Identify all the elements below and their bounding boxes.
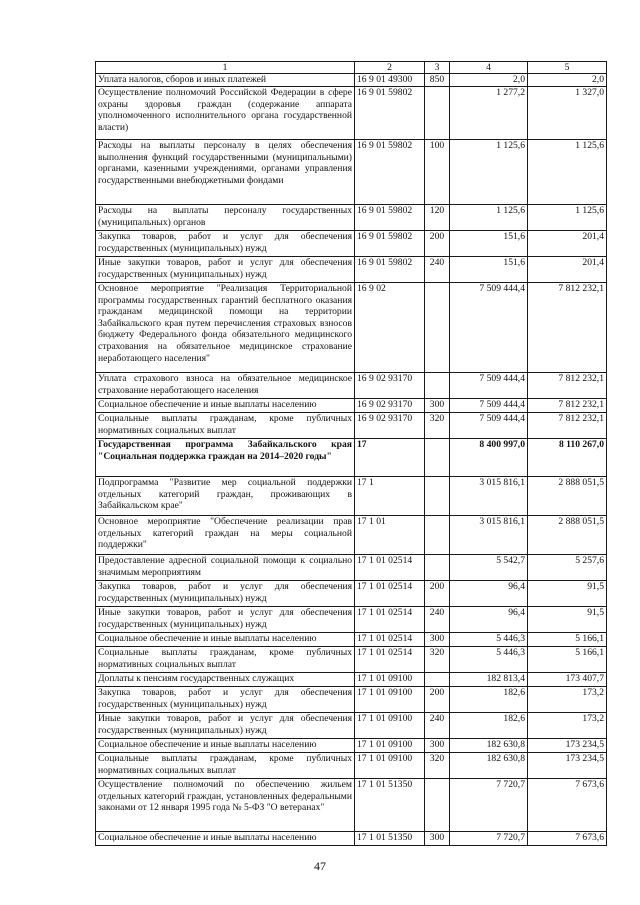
header-cell-5: 5 (528, 62, 607, 74)
row-name: Иные закупки товаров, работ и услуг для обеспечения государственных (муниципальных) нужд (96, 607, 355, 633)
row-name: Предоставление адресной социальной помощи к социально значимым мероприятиям (96, 555, 355, 581)
expense-type-code: 240 (425, 257, 450, 283)
table-row (96, 832, 607, 846)
amount-year-1: 7 720,7 (450, 779, 528, 832)
table-row (96, 607, 607, 633)
target-article-code: 17 1 01 (355, 516, 425, 555)
row-name: Иные закупки товаров, работ и услуг для обеспечения государственных (муниципальных) нужд (96, 713, 355, 739)
target-article-code: 16 9 01 59802 (355, 205, 425, 231)
amount-year-1: 7 509 444,4 (450, 373, 528, 399)
amount-year-1: 96,4 (450, 607, 528, 633)
table-row (96, 633, 607, 647)
amount-year-1: 151,6 (450, 257, 528, 283)
row-name: Государственная программа Забайкальского края "Социальная поддержка граждан на 2014–2020 годы" (96, 439, 355, 477)
amount-year-1: 3 015 816,1 (450, 477, 528, 516)
amount-year-2: 173 234,5 (528, 753, 607, 779)
amount-year-2: 91,5 (528, 581, 607, 607)
row-name: Расходы на выплаты персоналу в целях обеспечения выполнения функций государственными (муниципальными) органами, казенными учреждениями, органами управления государственными внебюджетными фондами (96, 140, 355, 205)
amount-year-2: 7 812 232,1 (528, 413, 607, 439)
expense-type-code (425, 87, 450, 140)
table-row (96, 205, 607, 231)
table-row (96, 231, 607, 257)
amount-year-2: 7 812 232,1 (528, 399, 607, 413)
table-row (96, 581, 607, 607)
amount-year-2: 201,4 (528, 231, 607, 257)
row-name: Социальные выплаты гражданам, кроме публичных нормативных социальных выплат (96, 647, 355, 673)
budget-table (95, 61, 607, 846)
table-row (96, 257, 607, 283)
expense-type-code: 300 (425, 399, 450, 413)
expense-type-code: 850 (425, 74, 450, 87)
target-article-code: 16 9 01 59802 (355, 140, 425, 205)
table-row (96, 87, 607, 140)
target-article-code: 17 1 01 51350 (355, 779, 425, 832)
row-name: Основное мероприятие "Реализация Территориальной программы государственных гарантий бесплатного оказания гражданам медицинской помощи на территории Забайкальского края путем перечисления страховых взносов бюджету Федерального фонда обязательного медицинского страхования на обязательное медицинское страхование неработающего населения" (96, 283, 355, 373)
amount-year-1: 7 509 444,4 (450, 399, 528, 413)
amount-year-1: 7 509 444,4 (450, 283, 528, 373)
amount-year-2: 173,2 (528, 713, 607, 739)
table-row (96, 439, 607, 477)
page-number: 47 (314, 859, 326, 873)
amount-year-2: 1 327,0 (528, 87, 607, 140)
row-name: Доплаты к пенсиям государственных служащих (96, 673, 355, 687)
amount-year-1: 96,4 (450, 581, 528, 607)
expense-type-code (425, 477, 450, 516)
table-row (96, 283, 607, 373)
amount-year-2: 7 812 232,1 (528, 283, 607, 373)
row-name: Социальное обеспечение и иные выплаты населению (96, 399, 355, 413)
amount-year-1: 8 400 997,0 (450, 439, 528, 477)
expense-type-code: 320 (425, 753, 450, 779)
expense-type-code: 300 (425, 832, 450, 846)
table-row (96, 779, 607, 832)
amount-year-1: 1 277,2 (450, 87, 528, 140)
target-article-code: 16 9 02 (355, 283, 425, 373)
amount-year-1: 182,6 (450, 687, 528, 713)
amount-year-2: 1 125,6 (528, 205, 607, 231)
expense-type-code (425, 779, 450, 832)
row-name: Социальное обеспечение и иные выплаты населению (96, 832, 355, 846)
expense-type-code (425, 555, 450, 581)
amount-year-1: 5 542,7 (450, 555, 528, 581)
target-article-code: 17 1 01 02514 (355, 633, 425, 647)
table-row (96, 753, 607, 779)
target-article-code: 17 1 01 02514 (355, 607, 425, 633)
amount-year-1: 182 630,8 (450, 753, 528, 779)
row-name: Иные закупки товаров, работ и услуг для обеспечения государственных (муниципальных) нужд (96, 257, 355, 283)
amount-year-2: 2 888 051,5 (528, 516, 607, 555)
target-article-code: 17 1 01 09100 (355, 713, 425, 739)
target-article-code: 16 9 01 59802 (355, 257, 425, 283)
target-article-code: 16 9 02 93170 (355, 399, 425, 413)
target-article-code: 17 1 01 09100 (355, 753, 425, 779)
row-name: Подпрограмма "Развитие мер социальной поддержки отдельных категорий граждан, проживающих в Забайкальском крае" (96, 477, 355, 516)
expense-type-code (425, 673, 450, 687)
amount-year-2: 5 166,1 (528, 633, 607, 647)
table-row (96, 713, 607, 739)
amount-year-2: 7 812 232,1 (528, 373, 607, 399)
target-article-code: 16 9 01 59802 (355, 87, 425, 140)
amount-year-1: 182,6 (450, 713, 528, 739)
expense-type-code: 300 (425, 633, 450, 647)
row-name: Уплата страхового взноса на обязательное медицинское страхование неработающего населения (96, 373, 355, 399)
table-row (96, 140, 607, 205)
header-cell-1: 1 (96, 62, 355, 74)
row-name: Социальное обеспечение и иные выплаты населению (96, 739, 355, 753)
expense-type-code (425, 439, 450, 477)
expense-type-code: 320 (425, 413, 450, 439)
amount-year-2: 201,4 (528, 257, 607, 283)
amount-year-1: 7 720,7 (450, 832, 528, 846)
row-name: Закупка товаров, работ и услуг для обеспечения государственных (муниципальных) нужд (96, 231, 355, 257)
header-cell-4: 4 (450, 62, 528, 74)
expense-type-code: 240 (425, 713, 450, 739)
table-row (96, 74, 607, 87)
target-article-code: 17 1 01 09100 (355, 687, 425, 713)
row-name: Социальное обеспечение и иные выплаты населению (96, 633, 355, 647)
amount-year-1: 151,6 (450, 231, 528, 257)
target-article-code: 16 9 01 49300 (355, 74, 425, 87)
amount-year-2: 8 110 267,0 (528, 439, 607, 477)
amount-year-2: 173,2 (528, 687, 607, 713)
table-row (96, 739, 607, 753)
table-row (96, 373, 607, 399)
expense-type-code (425, 373, 450, 399)
amount-year-2: 7 673,6 (528, 832, 607, 846)
target-article-code: 16 9 01 59802 (355, 231, 425, 257)
target-article-code: 16 9 02 93170 (355, 413, 425, 439)
expense-type-code (425, 283, 450, 373)
table-row (96, 647, 607, 673)
expense-type-code (425, 516, 450, 555)
amount-year-2: 173 234,5 (528, 739, 607, 753)
amount-year-1: 1 125,6 (450, 140, 528, 205)
amount-year-1: 182 813,4 (450, 673, 528, 687)
amount-year-2: 173 407,7 (528, 673, 607, 687)
table-row (96, 673, 607, 687)
table-row (96, 687, 607, 713)
table-row (96, 399, 607, 413)
target-article-code: 17 1 01 09100 (355, 673, 425, 687)
amount-year-2: 1 125,6 (528, 140, 607, 205)
target-article-code: 17 1 01 02514 (355, 647, 425, 673)
target-article-code: 17 1 01 09100 (355, 739, 425, 753)
row-name: Уплата налогов, сборов и иных платежей (96, 74, 355, 87)
row-name: Осуществление полномочий по обеспечению жильем отдельных категорий граждан, установленных федеральными законами от 12 января 1995 года № 5-ФЗ "О ветеранах" (96, 779, 355, 832)
table-row (96, 516, 607, 555)
amount-year-1: 3 015 816,1 (450, 516, 528, 555)
row-name: Социальные выплаты гражданам, кроме публичных нормативных социальных выплат (96, 753, 355, 779)
amount-year-2: 5 166,1 (528, 647, 607, 673)
expense-type-code: 200 (425, 231, 450, 257)
expense-type-code: 100 (425, 140, 450, 205)
table-row (96, 413, 607, 439)
row-name: Основное мероприятие "Обеспечение реализации прав отдельных категорий граждан на меры социальной поддержки" (96, 516, 355, 555)
amount-year-1: 7 509 444,4 (450, 413, 528, 439)
row-name: Закупка товаров, работ и услуг для обеспечения государственных (муниципальных) нужд (96, 687, 355, 713)
amount-year-1: 5 446,3 (450, 633, 528, 647)
target-article-code: 17 1 (355, 477, 425, 516)
row-name: Социальные выплаты гражданам, кроме публичных нормативных социальных выплат (96, 413, 355, 439)
table-row (96, 477, 607, 516)
target-article-code: 17 1 01 51350 (355, 832, 425, 846)
amount-year-2: 7 673,6 (528, 779, 607, 832)
expense-type-code: 200 (425, 581, 450, 607)
target-article-code: 17 (355, 439, 425, 477)
amount-year-1: 182 630,8 (450, 739, 528, 753)
amount-year-1: 5 446,3 (450, 647, 528, 673)
header-cell-2: 2 (355, 62, 425, 74)
amount-year-2: 2 888 051,5 (528, 477, 607, 516)
amount-year-2: 2,0 (528, 74, 607, 87)
expense-type-code: 120 (425, 205, 450, 231)
target-article-code: 16 9 02 93170 (355, 373, 425, 399)
expense-type-code: 300 (425, 739, 450, 753)
budget-table-body (96, 62, 607, 846)
table-row (96, 555, 607, 581)
amount-year-2: 5 257,6 (528, 555, 607, 581)
header-cell-3: 3 (425, 62, 450, 74)
expense-type-code: 200 (425, 687, 450, 713)
target-article-code: 17 1 01 02514 (355, 581, 425, 607)
expense-type-code: 320 (425, 647, 450, 673)
expense-type-code: 240 (425, 607, 450, 633)
row-name: Расходы на выплаты персоналу государственных (муниципальных) органов (96, 205, 355, 231)
amount-year-1: 1 125,6 (450, 205, 528, 231)
amount-year-2: 91,5 (528, 607, 607, 633)
target-article-code: 17 1 01 02514 (355, 555, 425, 581)
amount-year-1: 2,0 (450, 74, 528, 87)
header-row (96, 62, 607, 74)
row-name: Закупка товаров, работ и услуг для обеспечения государственных (муниципальных) нужд (96, 581, 355, 607)
row-name: Осуществление полномочий Российской Федерации в сфере охраны здоровья граждан (содержание аппарата уполномоченного исполнительного органа государственной власти) (96, 87, 355, 140)
